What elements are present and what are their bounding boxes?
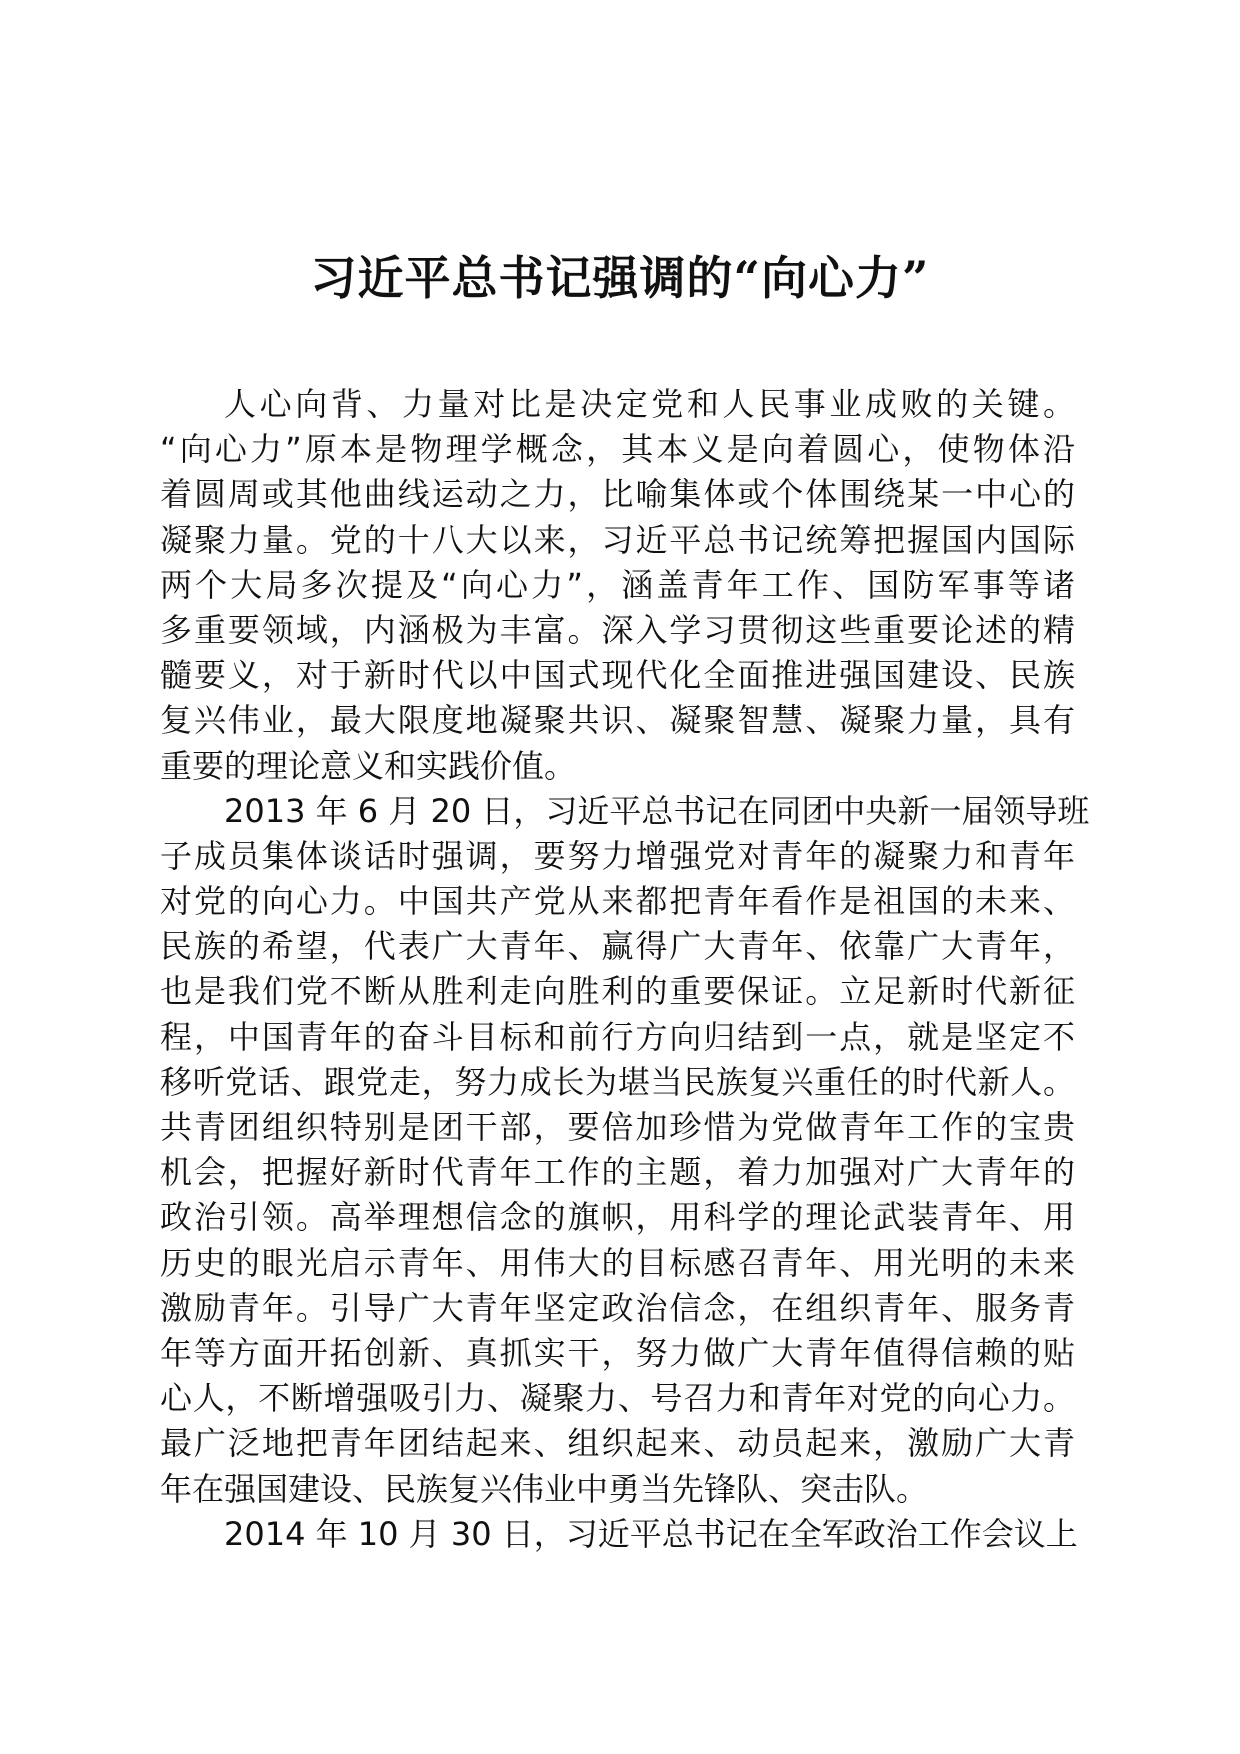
paragraph-line: “向心力”原本是物理学概念，其本义是向着圆心，使物体沿 xyxy=(160,430,1075,469)
paragraph-line: 2013 年 6 月 20 日，习近平总书记在同团中央新一届领导班 xyxy=(224,791,1090,830)
paragraph-line: 着圆周或其他曲线运动之力，比喻集体或个体围绕某一中心的 xyxy=(160,475,1075,514)
paragraph-line: 人心向背、力量对比是决定党和人民事业成败的关键。 xyxy=(224,385,1075,423)
paragraph-line: 政治引领。高举理想信念的旗帜，用科学的理论武装青年、用 xyxy=(160,1198,1075,1237)
paragraph-line: 两个大局多次提及“向心力”，涵盖青年工作、国防军事等诸 xyxy=(160,565,1075,604)
paragraph-line: 程，中国青年的奋斗目标和前行方向归结到一点，就是坚定不 xyxy=(160,1017,1075,1056)
paragraph-line: 凝聚力量。党的十八大以来，习近平总书记统筹把握国内国际 xyxy=(160,520,1075,559)
paragraph-line: 心人，不断增强吸引力、凝聚力、号召力和青年对党的向心力。 xyxy=(160,1379,1075,1418)
paragraph-line: 复兴伟业，最大限度地凝聚共识、凝聚智慧、凝聚力量，具有 xyxy=(160,701,1075,740)
paragraph-line: 对党的向心力。中国共产党从来都把青年看作是祖国的未来、 xyxy=(160,882,1075,921)
paragraph-line: 年在强国建设、民族复兴伟业中勇当先锋队、突击队。 xyxy=(160,1469,929,1508)
paragraph-line: 也是我们党不断从胜利走向胜利的重要保证。立足新时代新征 xyxy=(160,972,1075,1011)
paragraph-line: 2014 年 10 月 30 日，习近平总书记在全军政治工作会议上 xyxy=(224,1514,1078,1553)
paragraph-line: 民族的希望，代表广大青年、赢得广大青年、依靠广大青年， xyxy=(160,927,1075,966)
paragraph-line: 移听党话、跟党走，努力成长为堪当民族复兴重任的时代新人。 xyxy=(160,1062,1075,1101)
paragraph-line: 多重要领域，内涵极为丰富。深入学习贯彻这些重要论述的精 xyxy=(160,610,1075,649)
paragraph-line: 髓要义，对于新时代以中国式现代化全面推进强国建设、民族 xyxy=(160,656,1075,695)
paragraph-line: 机会，把握好新时代青年工作的主题，着力加强对广大青年的 xyxy=(160,1153,1075,1192)
paragraph-line: 共青团组织特别是团干部，要倍加珍惜为党做青年工作的宝贵 xyxy=(160,1108,1075,1146)
paragraph-line: 年等方面开拓创新、真抓实干，努力做广大青年值得信赖的贴 xyxy=(160,1333,1075,1372)
paragraph-line: 重要的理论意义和实践价值。 xyxy=(160,746,577,785)
paragraph-line: 最广泛地把青年团结起来、组织起来、动员起来，激励广大青 xyxy=(160,1424,1075,1463)
paragraph-line: 子成员集体谈话时强调，要努力增强党对青年的凝聚力和青年 xyxy=(160,836,1075,875)
paragraph-line: 历史的眼光启示青年、用伟大的目标感召青年、用光明的未来 xyxy=(160,1243,1075,1282)
document-title: 习近平总书记强调的“向心力” xyxy=(310,251,930,305)
document-body xyxy=(160,382,1090,1557)
paragraph-line: 激励青年。引导广大青年坚定政治信念，在组织青年、服务青 xyxy=(160,1288,1075,1327)
